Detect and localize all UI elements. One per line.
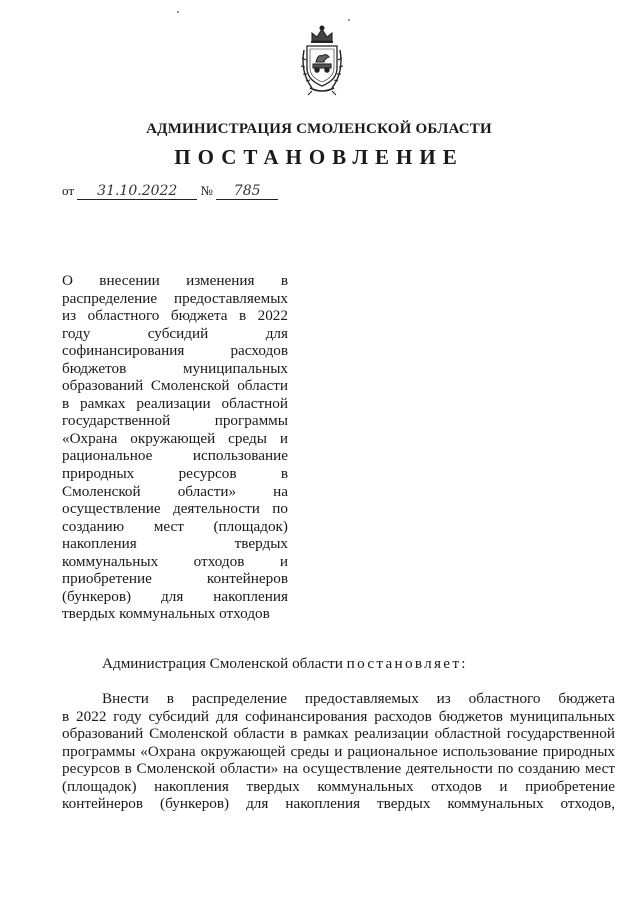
body-line: ресурсов в Смоленской области» на осуществление деятельности по созданию мест bbox=[62, 760, 615, 778]
subject-line: распределение предоставляемых bbox=[62, 289, 288, 307]
subject-line: приобретение контейнеров bbox=[62, 570, 288, 588]
scan-dot bbox=[348, 19, 350, 21]
subject-line: природных ресурсов в bbox=[62, 465, 288, 483]
subject-line: образований Смоленской области bbox=[62, 377, 288, 395]
preamble bbox=[102, 655, 468, 673]
subject-line: рациональное использование bbox=[62, 447, 288, 465]
body-line: контейнеров (бункеров) для накопления твердых коммунальных отходов, bbox=[62, 795, 615, 813]
subject-line: коммунальных отходов и bbox=[62, 552, 288, 570]
organization-name: АДМИНИСТРАЦИЯ СМОЛЕНСКОЙ ОБЛАСТИ bbox=[146, 121, 492, 137]
subject-line: «Охрана окружающей среды и bbox=[62, 429, 288, 447]
date-prefix: от bbox=[62, 183, 75, 198]
registration-line bbox=[62, 183, 278, 200]
subject-line: Смоленской области» на bbox=[62, 482, 288, 500]
handwritten-number: 785 bbox=[216, 184, 278, 200]
body-line: образований Смоленской области в рамках реализации областной государственной bbox=[62, 725, 615, 743]
subject-line: году субсидий для bbox=[62, 324, 288, 342]
document-type-title: ПОСТАНОВЛЕНИЕ bbox=[174, 145, 464, 169]
subject-line: накопления твердых bbox=[62, 535, 288, 553]
body-paragraph bbox=[62, 690, 615, 813]
body-line: в 2022 году субсидий для софинансирования расходов бюджетов муниципальных bbox=[62, 707, 615, 725]
body-line: (площадок) накопления твердых коммунальных отходов и приобретение bbox=[62, 777, 615, 795]
subject-line: из областного бюджета в 2022 bbox=[62, 307, 288, 325]
subject-line: бюджетов муниципальных bbox=[62, 359, 288, 377]
subject-line: твердых коммунальных отходов bbox=[62, 605, 270, 623]
body-line: программы «Охрана окружающей среды и рациональное использование природных bbox=[62, 742, 615, 760]
coat-of-arms-emblem bbox=[298, 24, 346, 96]
preamble-text: Администрация Смоленской области bbox=[102, 655, 343, 672]
subject-line: созданию мест (площадок) bbox=[62, 517, 288, 535]
subject-line: в рамках реализации областной bbox=[62, 394, 288, 412]
subject-block bbox=[62, 272, 288, 623]
subject-line: софинансирования расходов bbox=[62, 342, 288, 360]
handwritten-date: 31.10.2022 bbox=[77, 184, 197, 200]
subject-line: (бункеров) для накопления bbox=[62, 587, 288, 605]
preamble-verb: постановляет: bbox=[346, 655, 468, 672]
body-line: Внести в распределение предоставляемых из областного бюджета bbox=[102, 690, 615, 707]
subject-line: государственной программы bbox=[62, 412, 288, 430]
subject-line: О внесении изменения в bbox=[62, 272, 288, 289]
number-prefix: № bbox=[200, 183, 213, 198]
subject-line: осуществление деятельности по bbox=[62, 500, 288, 518]
scan-dot bbox=[177, 11, 179, 13]
